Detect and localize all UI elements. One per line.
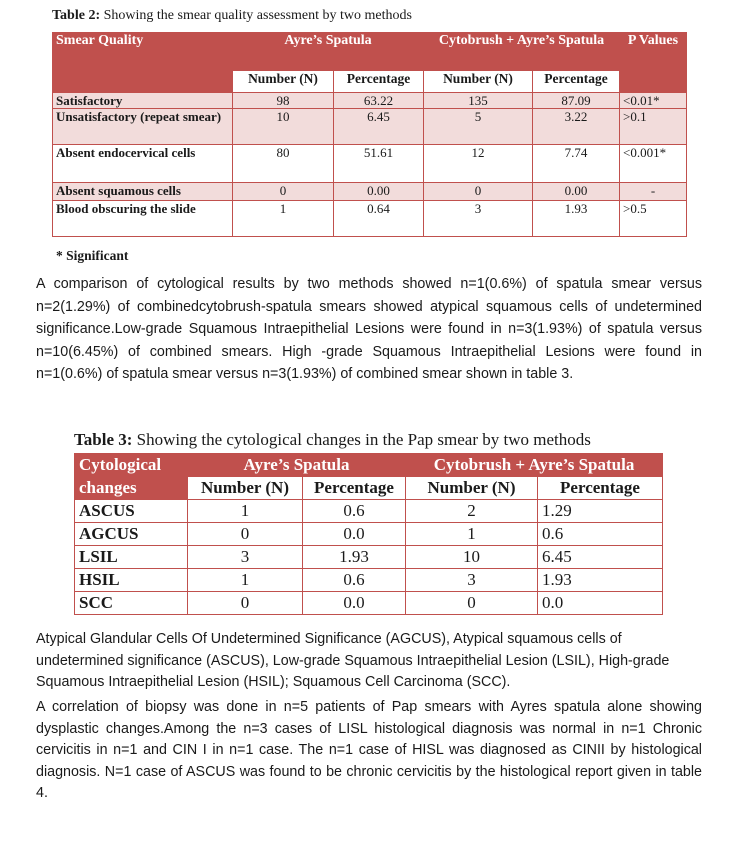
table2-subheader-percentage: Percentage: [334, 71, 424, 93]
table3: [74, 453, 663, 615]
table3-caption-prefix: Table 3:: [74, 430, 133, 449]
table-row: [53, 109, 687, 145]
table2-header-ayres-spatula: Ayre’s Spatula: [233, 33, 424, 71]
cell-p-value: >0.5: [620, 201, 687, 237]
cell-percentage: 1.93: [303, 546, 406, 569]
row-label: SCC: [75, 592, 188, 615]
cell-number: 5: [424, 109, 533, 145]
cell-percentage: 0.00: [334, 183, 424, 201]
row-label: Absent endocervical cells: [53, 145, 233, 183]
table2-footnote: * Significant: [56, 248, 129, 263]
table-row: [75, 569, 663, 592]
row-label: HSIL: [75, 569, 188, 592]
cell-number: 80: [233, 145, 334, 183]
table3-header-cytobrush: Cytobrush + Ayre’s Spatula: [406, 454, 663, 477]
cell-number: 10: [406, 546, 538, 569]
cell-percentage: 63.22: [334, 93, 424, 109]
cell-percentage: 7.74: [533, 145, 620, 183]
table-row: [75, 546, 663, 569]
table3-subheader-percentage: Percentage: [538, 477, 663, 500]
cell-number: 3: [406, 569, 538, 592]
row-label: AGCUS: [75, 523, 188, 546]
row-label: LSIL: [75, 546, 188, 569]
cell-number: 12: [424, 145, 533, 183]
cell-percentage: 3.22: [533, 109, 620, 145]
table2-caption-prefix: Table 2:: [52, 8, 101, 23]
table-row: [75, 523, 663, 546]
table3-header-ayres-spatula: Ayre’s Spatula: [188, 454, 406, 477]
table3-header-cytological: Cytological: [75, 454, 188, 477]
cell-number: 1: [188, 500, 303, 523]
cell-p-value: <0.01*: [620, 93, 687, 109]
cell-percentage: 0.0: [538, 592, 663, 615]
cell-number: 10: [233, 109, 334, 145]
table-row: [75, 592, 663, 615]
table-row: [53, 93, 687, 109]
row-label: ASCUS: [75, 500, 188, 523]
table-row: [53, 183, 687, 201]
table2-header-cytobrush: Cytobrush + Ayre’s Spatula: [424, 33, 620, 71]
row-label: Absent squamous cells: [53, 183, 233, 201]
cell-percentage: 0.6: [538, 523, 663, 546]
cell-percentage: 1.93: [538, 569, 663, 592]
table-row: [53, 201, 687, 237]
table-row: [53, 145, 687, 183]
cell-percentage: 0.6: [303, 569, 406, 592]
row-label: Satisfactory: [53, 93, 233, 109]
cell-number: 1: [233, 201, 334, 237]
cell-percentage: 0.6: [303, 500, 406, 523]
paragraph-abbreviations: Atypical Glandular Cells Of Undetermined Significance (AGCUS), Atypical squamous cells of undetermined significance (ASCUS), Low-grade Squamous Intraepithelial Lesion (LSIL), High-grade Squamous Intraepithelial Lesion (HSIL); Squamous Cell Carcinoma (SCC).: [36, 631, 670, 690]
cell-percentage: 1.93: [533, 201, 620, 237]
cell-number: 0: [406, 592, 538, 615]
table2: [52, 32, 687, 237]
cell-p-value: >0.1: [620, 109, 687, 145]
cell-percentage: 87.09: [533, 93, 620, 109]
cell-p-value: -: [620, 183, 687, 201]
table2-header-smear-quality: Smear Quality: [53, 33, 233, 93]
table2-subheader-number: Number (N): [424, 71, 533, 93]
table2-subheader-number: Number (N): [233, 71, 334, 93]
cell-p-value: <0.001*: [620, 145, 687, 183]
table3-subheader-percentage: Percentage: [303, 477, 406, 500]
cell-number: 3: [188, 546, 303, 569]
table3-header-changes: changes: [75, 477, 188, 500]
cell-number: 98: [233, 93, 334, 109]
row-label: Unsatisfactory (repeat smear): [53, 109, 233, 145]
cell-number: 0: [188, 523, 303, 546]
table3-caption: [74, 430, 591, 450]
table2-header-p-values: P Values: [620, 33, 687, 93]
table3-subheader-number: Number (N): [188, 477, 303, 500]
cell-percentage: 51.61: [334, 145, 424, 183]
paragraph-cytology-comparison: A comparison of cytological results by two methods showed n=1(0.6%) of spatula smear versus n=2(1.29%) of combinedcytobrush-spatula smears showed atypical squamous cells of undetermined significance.Low-grade Squamous Intraepithelial Lesions were found in n=3(1.93%) of spatula versus n=10(6.45%) of combined smears. High -grade Squamous Intraepithelial Lesions were found in n=1(0.6%) of spatula smear versus n=3(1.93%) of combined smear shown in table 3.: [36, 276, 702, 382]
table2-caption-text: Showing the smear quality assessment by two methods: [100, 8, 412, 23]
cell-number: 0: [424, 183, 533, 201]
cell-number: 3: [424, 201, 533, 237]
row-label: Blood obscuring the slide: [53, 201, 233, 237]
cell-percentage: 0.00: [533, 183, 620, 201]
cell-number: 0: [233, 183, 334, 201]
paragraph-biopsy-correlation: A correlation of biopsy was done in n=5 patients of Pap smears with Ayres spatula alone showing dysplastic changes.Among the n=3 cases of LISL histological diagnosis was normal in n=1 Chronic cervicitis in n=1 and CIN I in n=1 case. The n=1 case of HISL was diagnosed as CINII by histological diagnosis. N=1 case of ASCUS was found to be chronic cervicitis by the histological report given in table 4.: [36, 699, 702, 801]
cell-number: 0: [188, 592, 303, 615]
table3-subheader-number: Number (N): [406, 477, 538, 500]
table2-caption: [52, 8, 412, 24]
table3-caption-text: Showing the cytological changes in the Pap smear by two methods: [132, 430, 591, 449]
cell-percentage: 1.29: [538, 500, 663, 523]
cell-percentage: 0.0: [303, 592, 406, 615]
cell-number: 1: [406, 523, 538, 546]
cell-number: 2: [406, 500, 538, 523]
cell-percentage: 0.0: [303, 523, 406, 546]
table2-subheader-percentage: Percentage: [533, 71, 620, 93]
cell-percentage: 6.45: [334, 109, 424, 145]
cell-percentage: 0.64: [334, 201, 424, 237]
table-row: [75, 500, 663, 523]
cell-percentage: 6.45: [538, 546, 663, 569]
cell-number: 1: [188, 569, 303, 592]
cell-number: 135: [424, 93, 533, 109]
